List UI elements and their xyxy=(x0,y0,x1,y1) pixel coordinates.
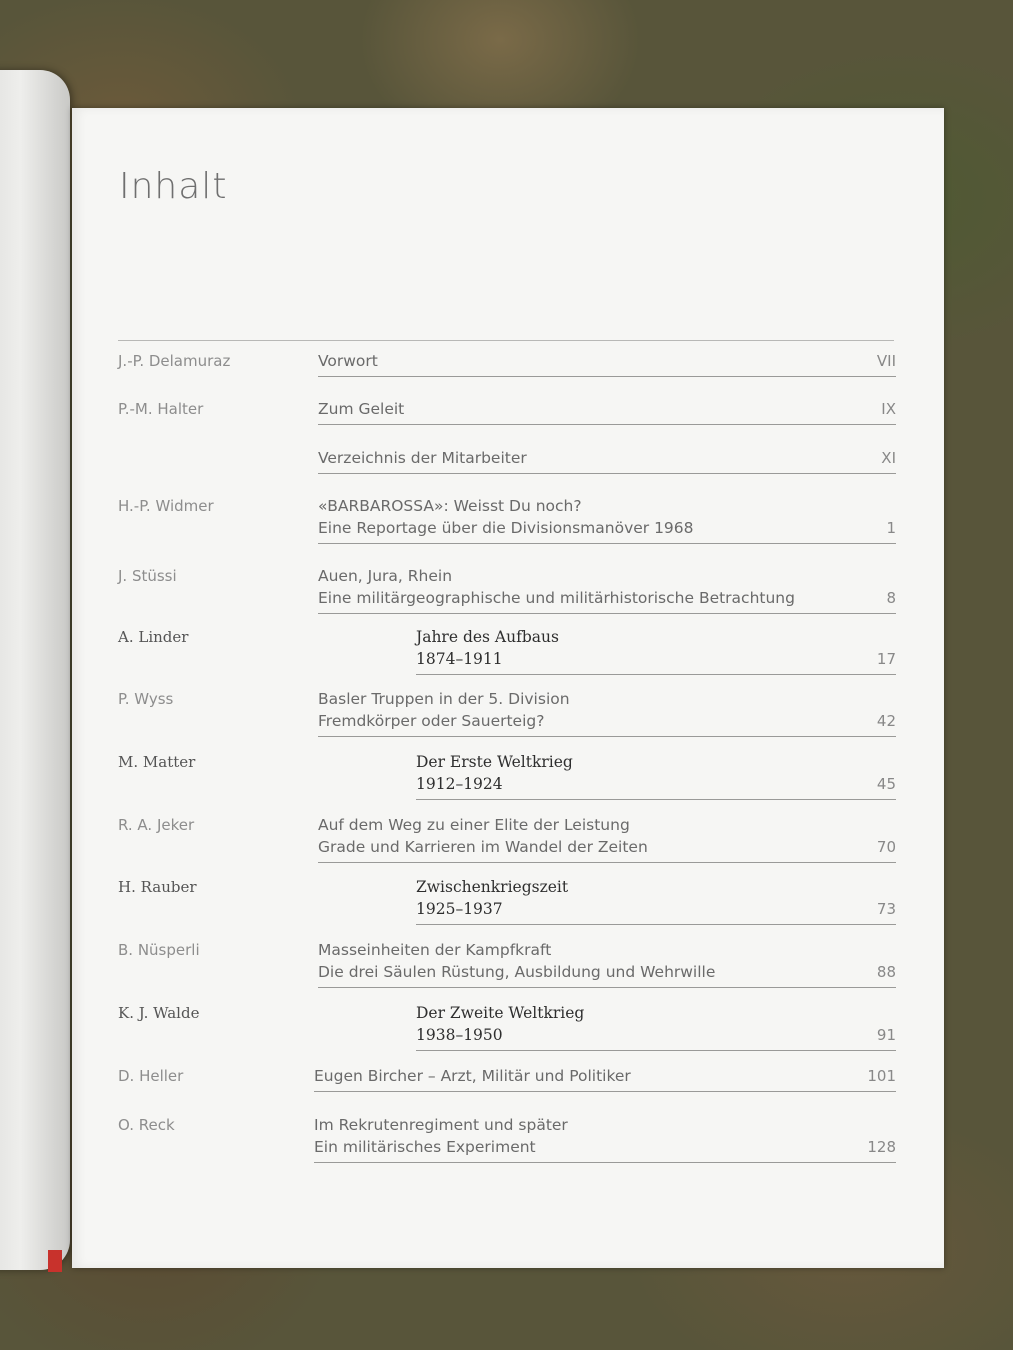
toc-title-line: Im Rekrutenregiment und später xyxy=(314,1116,568,1134)
toc-author: P. Wyss xyxy=(118,690,174,708)
toc-page-number: 91 xyxy=(876,1026,896,1044)
section-heading xyxy=(416,876,568,920)
section-heading xyxy=(416,751,573,795)
toc-entry-rule xyxy=(416,674,896,675)
toc-page-number: VII xyxy=(876,352,896,370)
toc-entry-rule xyxy=(416,799,896,800)
toc-title xyxy=(318,447,527,469)
toc-author: M. Matter xyxy=(118,753,196,771)
toc-title-line: Eine Reportage über die Divisionsmanöver 1968 xyxy=(318,519,694,537)
toc-title-line: Der Erste Weltkrieg xyxy=(416,753,573,771)
toc-author: H. Rauber xyxy=(118,878,197,896)
toc-title xyxy=(318,350,378,372)
toc-title-line: Zum Geleit xyxy=(318,400,405,418)
toc-entry-rule xyxy=(318,987,896,988)
toc-title-line: «BARBAROSSA»: Weisst Du noch? xyxy=(318,497,582,515)
toc-title-line: Fremdkörper oder Sauerteig? xyxy=(318,712,545,730)
toc-title-line: Grade und Karrieren im Wandel der Zeiten xyxy=(318,838,648,856)
toc-title-line: Auen, Jura, Rhein xyxy=(318,567,453,585)
toc-page-number: 73 xyxy=(876,900,896,918)
toc-title xyxy=(318,398,404,420)
toc-title xyxy=(318,495,694,539)
toc-author: H.-P. Widmer xyxy=(118,497,214,515)
toc-title-line: 1912–1924 xyxy=(416,775,503,793)
toc-entry-rule xyxy=(318,613,896,614)
toc-title-line: Eine militärgeographische und militärhistorische Betrachtung xyxy=(318,589,795,607)
toc-author: O. Reck xyxy=(118,1116,175,1134)
toc-entry-rule xyxy=(314,1091,896,1092)
toc-title-line: 1925–1937 xyxy=(416,900,503,918)
toc-title-line: Eugen Bircher – Arzt, Militär und Politiker xyxy=(314,1067,631,1085)
toc-title xyxy=(318,565,795,609)
toc-entry-rule xyxy=(318,376,896,377)
toc-entry-rule xyxy=(318,543,896,544)
toc-title-line: Jahre des Aufbaus xyxy=(416,628,559,646)
toc-entry-rule xyxy=(416,924,896,925)
toc-page-number: 70 xyxy=(876,838,896,856)
toc-title-line: Vorwort xyxy=(318,352,378,370)
toc-page-number: 1 xyxy=(886,519,896,537)
toc-title xyxy=(314,1065,631,1087)
toc-title-line: Basler Truppen in der 5. Division xyxy=(318,690,570,708)
toc-title-line: Zwischenkriegszeit xyxy=(416,878,569,896)
toc-title-line: Auf dem Weg zu einer Elite der Leistung xyxy=(318,816,630,834)
toc-title-line: Die drei Säulen Rüstung, Ausbildung und Wehrwille xyxy=(318,963,716,981)
toc-title-line: Masseinheiten der Kampfkraft xyxy=(318,941,552,959)
toc-author: D. Heller xyxy=(118,1067,184,1085)
toc-title xyxy=(318,814,648,858)
toc-author: A. Linder xyxy=(118,628,189,646)
bookmark-ribbon xyxy=(48,1250,62,1272)
toc-page-number: IX xyxy=(881,400,896,418)
toc-page-number: 88 xyxy=(876,963,896,981)
toc-title xyxy=(318,939,715,983)
toc-entry-rule xyxy=(318,862,896,863)
toc-page-number: 8 xyxy=(886,589,896,607)
toc-page-number: 128 xyxy=(867,1138,896,1156)
page-title: Inhalt xyxy=(119,166,228,207)
section-heading xyxy=(416,626,559,670)
toc-page-number: 42 xyxy=(876,712,896,730)
toc-author: J. Stüssi xyxy=(118,567,177,585)
toc-entry-rule xyxy=(416,1050,896,1051)
toc-title-line: 1938–1950 xyxy=(416,1026,503,1044)
toc-entry-rule xyxy=(318,424,896,425)
toc-title xyxy=(314,1114,568,1158)
toc-page-number: 101 xyxy=(867,1067,896,1085)
header-rule xyxy=(118,340,894,341)
toc-title xyxy=(318,688,570,732)
toc-page-number: XI xyxy=(881,449,896,467)
toc-author: B. Nüsperli xyxy=(118,941,200,959)
toc-title-line: Verzeichnis der Mitarbeiter xyxy=(318,449,527,467)
toc-entry-rule xyxy=(318,736,896,737)
toc-entry-rule xyxy=(318,473,896,474)
toc-title-line: Ein militärisches Experiment xyxy=(314,1138,536,1156)
left-page-edge xyxy=(0,70,70,1270)
toc-author: J.-P. Delamuraz xyxy=(118,352,231,370)
toc-author: P.-M. Halter xyxy=(118,400,204,418)
toc-entry-rule xyxy=(314,1162,896,1163)
toc-page-number: 17 xyxy=(876,650,896,668)
toc-title-line: 1874–1911 xyxy=(416,650,503,668)
book-page xyxy=(72,108,944,1268)
toc-page-number: 45 xyxy=(876,775,896,793)
toc-author: K. J. Walde xyxy=(118,1004,200,1022)
toc-author: R. A. Jeker xyxy=(118,816,195,834)
section-heading xyxy=(416,1002,584,1046)
toc-title-line: Der Zweite Weltkrieg xyxy=(416,1004,585,1022)
